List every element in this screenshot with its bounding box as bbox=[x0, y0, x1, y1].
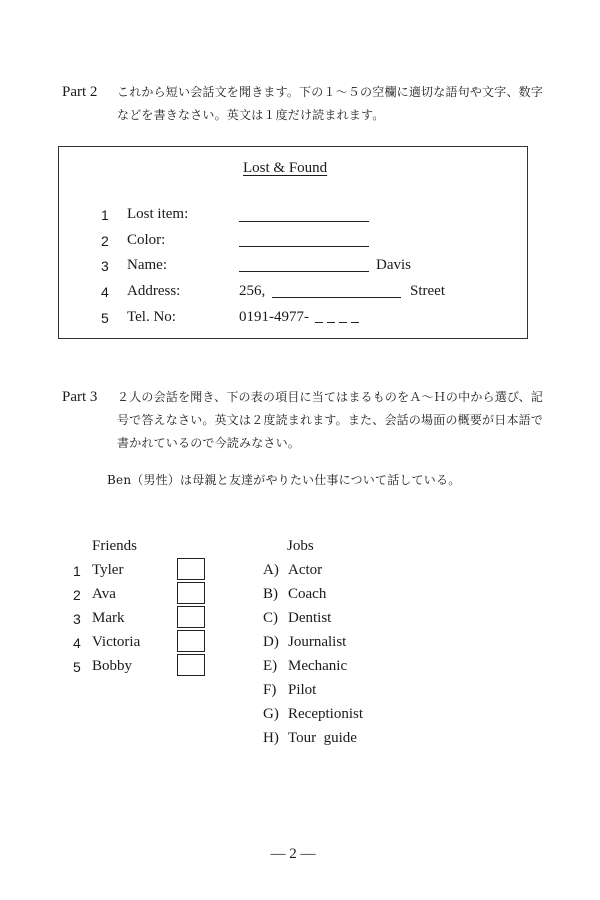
form-row-2-label: Color: bbox=[127, 232, 166, 248]
phone-digit-blank-4[interactable] bbox=[351, 322, 359, 323]
form-row-4-number: 4 bbox=[101, 284, 109, 300]
color-blank[interactable] bbox=[239, 246, 369, 247]
friend-4-name: Victoria bbox=[92, 634, 141, 650]
answer-box-4[interactable] bbox=[177, 630, 205, 652]
part2-label: Part 2 bbox=[62, 84, 98, 100]
part3-instruction-line2: 号で答えなさい。英文は２度読まれます。また、会話の場面の概要が日本語で bbox=[117, 413, 544, 427]
friend-5-number: 5 bbox=[73, 659, 81, 675]
address-number: 256, bbox=[239, 283, 266, 299]
job-h-letter: H) bbox=[263, 730, 279, 746]
friend-1-name: Tyler bbox=[92, 562, 124, 578]
job-a-letter: A) bbox=[263, 562, 279, 578]
friend-2-name: Ava bbox=[92, 586, 116, 602]
phone-digit-blank-3[interactable] bbox=[339, 322, 347, 323]
street-blank[interactable] bbox=[272, 297, 401, 298]
part3-instruction-line3: 書かれているので今読みなさい。 bbox=[117, 436, 301, 450]
job-d-name: Journalist bbox=[288, 634, 347, 650]
job-c-name: Dentist bbox=[288, 610, 332, 626]
job-g-letter: G) bbox=[263, 706, 279, 722]
form-row-1-label: Lost item: bbox=[127, 206, 189, 222]
phone-digit-blank-1[interactable] bbox=[315, 322, 323, 323]
friend-3-number: 3 bbox=[73, 611, 81, 627]
part2-instruction-line1: これから短い会話文を聞きます。下の１～５の空欄に適切な語句や文字、数字 bbox=[117, 85, 544, 99]
job-g-name: Receptionist bbox=[288, 706, 363, 722]
friends-header: Friends bbox=[92, 538, 137, 554]
scene-description: Ben（男性）は母親と友達がやりたい仕事について話している。 bbox=[107, 473, 461, 487]
friend-3-name: Mark bbox=[92, 610, 125, 626]
job-f-name: Pilot bbox=[288, 682, 317, 698]
street-text: Street bbox=[410, 283, 445, 299]
job-a-name: Actor bbox=[288, 562, 323, 578]
friend-5-name: Bobby bbox=[92, 658, 133, 674]
form-row-2-number: 2 bbox=[101, 233, 109, 249]
page-number: — 2 — bbox=[270, 846, 316, 862]
jobs-header: Jobs bbox=[287, 538, 314, 554]
job-c-letter: C) bbox=[263, 610, 278, 626]
form-row-4-label: Address: bbox=[127, 283, 181, 299]
answer-box-1[interactable] bbox=[177, 558, 205, 580]
form-row-5-number: 5 bbox=[101, 310, 109, 326]
name-blank[interactable] bbox=[239, 271, 369, 272]
form-row-3-number: 3 bbox=[101, 258, 109, 274]
form-row-5-label: Tel. No: bbox=[127, 309, 176, 325]
job-b-name: Coach bbox=[288, 586, 327, 602]
job-h-name: Tour guide bbox=[288, 730, 357, 746]
lost-item-blank[interactable] bbox=[239, 221, 369, 222]
form-title: Lost & Found bbox=[243, 160, 328, 176]
job-e-letter: E) bbox=[263, 658, 278, 674]
job-b-letter: B) bbox=[263, 586, 278, 602]
surname-text: Davis bbox=[376, 257, 411, 273]
job-f-letter: F) bbox=[263, 682, 277, 698]
answer-box-2[interactable] bbox=[177, 582, 205, 604]
part2-instruction bbox=[117, 81, 547, 127]
part3-label: Part 3 bbox=[62, 389, 98, 405]
phone-prefix: 0191-4977- bbox=[239, 309, 309, 325]
part2-instruction-line2: などを書きなさい。英文は１度だけ読まれます。 bbox=[117, 108, 385, 122]
job-d-letter: D) bbox=[263, 634, 279, 650]
part3-instruction-line1: ２人の会話を聞き、下の表の項目に当てはまるものをＡ～Ｈの中から選び、記 bbox=[117, 390, 544, 404]
answer-box-3[interactable] bbox=[177, 606, 205, 628]
friend-2-number: 2 bbox=[73, 587, 81, 603]
form-row-3-label: Name: bbox=[127, 257, 167, 273]
friend-4-number: 4 bbox=[73, 635, 81, 651]
answer-box-5[interactable] bbox=[177, 654, 205, 676]
phone-digit-blank-2[interactable] bbox=[327, 322, 335, 323]
form-row-1-number: 1 bbox=[101, 207, 109, 223]
part3-instruction bbox=[117, 386, 547, 455]
friend-1-number: 1 bbox=[73, 563, 81, 579]
job-e-name: Mechanic bbox=[288, 658, 348, 674]
